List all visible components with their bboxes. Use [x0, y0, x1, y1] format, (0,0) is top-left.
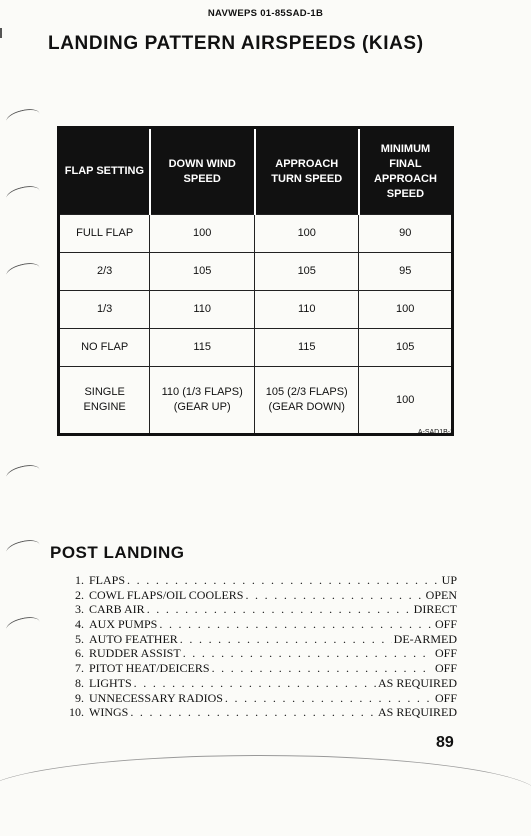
binder-hole	[5, 537, 42, 560]
leader-dots	[212, 661, 433, 676]
cell-flap: 2/3	[59, 253, 150, 291]
leader-dots	[225, 691, 433, 706]
binder-hole	[5, 106, 42, 129]
item-action: OPEN	[425, 587, 457, 602]
col-header-flap-setting: FLAP SETTING	[59, 128, 150, 215]
binder-hole	[5, 462, 42, 485]
leader-dots	[130, 705, 376, 720]
leader-dots	[134, 676, 376, 691]
cell-downwind: 100	[150, 215, 255, 253]
checklist-item	[60, 602, 457, 617]
page-curl-edge	[0, 755, 531, 836]
cell-approach-turn: 115	[255, 329, 359, 367]
item-number: 2.	[75, 587, 84, 602]
figure-reference: A-SAD1B-3	[417, 429, 454, 436]
item-action: AS REQUIRED	[377, 705, 457, 720]
checklist-item	[60, 705, 457, 720]
item-action: OFF	[434, 661, 457, 676]
item-action: OFF	[434, 617, 457, 632]
item-number: 6.	[75, 646, 84, 661]
cell-min-final: 100	[359, 291, 453, 329]
page-edge-mark	[0, 28, 2, 38]
airspeed-table	[57, 126, 454, 436]
cell-min-final: 105	[359, 329, 453, 367]
item-number: 5.	[75, 631, 84, 646]
item-action: UP	[441, 573, 457, 587]
table-row	[59, 291, 453, 329]
checklist-item	[60, 661, 457, 676]
item-action: OFF	[434, 690, 457, 705]
col-header-approach-turn-speed: APPROACH TURN SPEED	[255, 128, 359, 215]
checklist-item	[60, 676, 457, 691]
leader-dots	[159, 617, 433, 632]
leader-dots	[127, 573, 440, 588]
item-action: DIRECT	[413, 602, 457, 617]
cell-flap: SINGLE ENGINE	[59, 367, 150, 435]
item-number: 8.	[75, 675, 84, 690]
table-row	[59, 253, 453, 291]
cell-approach-turn: 105	[255, 253, 359, 291]
checklist-item	[60, 588, 457, 603]
item-name: PITOT HEAT/DEICERS	[89, 661, 210, 676]
leader-dots	[180, 632, 392, 647]
item-name: WINGS	[89, 705, 129, 720]
cell-min-final: 90	[359, 215, 453, 253]
item-name: LIGHTS	[89, 675, 132, 690]
binder-hole	[5, 260, 42, 283]
item-number: 1.	[75, 573, 84, 587]
table-row	[59, 215, 453, 253]
binder-hole	[5, 614, 42, 637]
item-number: 7.	[75, 661, 84, 676]
cell-flap: NO FLAP	[59, 329, 150, 367]
table-row	[59, 329, 453, 367]
checklist-item	[60, 646, 457, 661]
leader-dots	[183, 646, 433, 661]
checklist-item	[60, 617, 457, 632]
item-action: DE-ARMED	[393, 631, 457, 646]
checklist-item	[60, 691, 457, 706]
item-name: RUDDER ASSIST	[89, 646, 181, 661]
cell-approach-turn: 100	[255, 215, 359, 253]
leader-dots	[147, 602, 412, 617]
cell-min-final: 95	[359, 253, 453, 291]
cell-approach-turn: 105 (2/3 FLAPS) (GEAR DOWN)	[255, 367, 359, 435]
checklist-item	[60, 632, 457, 647]
cell-flap: FULL FLAP	[59, 215, 150, 253]
page-number: 89	[436, 734, 454, 751]
leader-dots	[245, 588, 423, 603]
cell-downwind: 115	[150, 329, 255, 367]
section-title: POST LANDING	[50, 543, 185, 562]
col-header-downwind-speed: DOWN WIND SPEED	[150, 128, 255, 215]
table-row	[59, 367, 453, 435]
cell-downwind: 105	[150, 253, 255, 291]
item-number: 10.	[69, 705, 84, 720]
binder-hole	[5, 183, 42, 206]
item-action: OFF	[434, 646, 457, 661]
table-header-row	[59, 128, 453, 215]
item-name: FLAPS	[89, 573, 126, 587]
item-number: 4.	[75, 617, 84, 632]
item-number: 3.	[75, 602, 84, 617]
item-name: COWL FLAPS/OIL COOLERS	[89, 587, 244, 602]
cell-min-final: 100	[359, 367, 453, 435]
item-action: AS REQUIRED	[377, 675, 457, 690]
cell-downwind: 110 (1/3 FLAPS) (GEAR UP)	[150, 367, 255, 435]
item-name: AUX PUMPS	[89, 617, 158, 632]
document-header: NAVWEPS 01-85SAD-1B	[207, 8, 324, 19]
page-title: LANDING PATTERN AIRSPEEDS (KIAS)	[48, 33, 424, 54]
cell-approach-turn: 110	[255, 291, 359, 329]
col-header-min-final-approach-speed: MINIMUM FINAL APPROACH SPEED	[359, 128, 453, 215]
item-name: UNNECESSARY RADIOS	[89, 690, 223, 705]
post-landing-checklist	[60, 573, 457, 720]
item-name: CARB AIR	[89, 602, 145, 617]
item-number: 9.	[75, 690, 84, 705]
cell-flap: 1/3	[59, 291, 150, 329]
cell-downwind: 110	[150, 291, 255, 329]
checklist-item	[60, 573, 457, 588]
item-name: AUTO FEATHER	[89, 631, 178, 646]
